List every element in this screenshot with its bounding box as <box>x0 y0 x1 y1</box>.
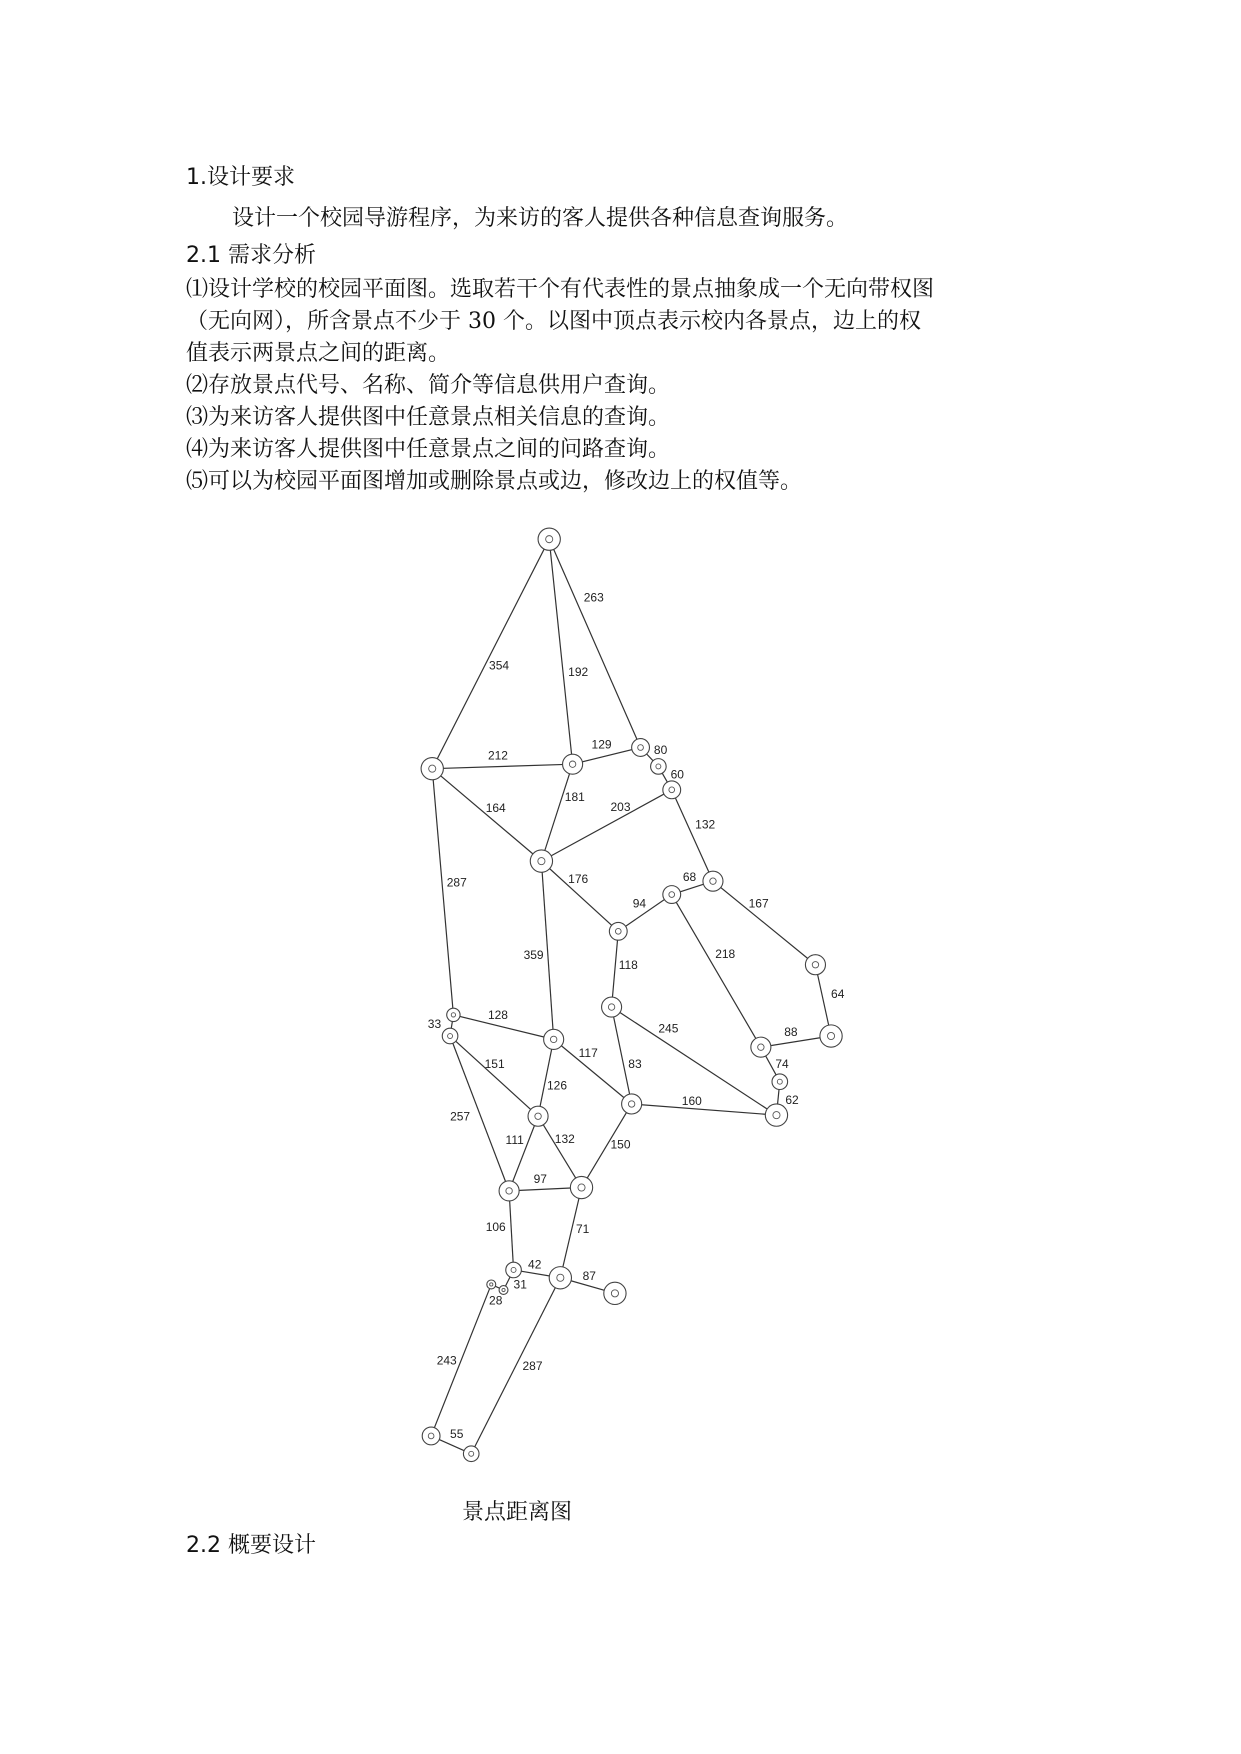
graph-node <box>563 754 583 774</box>
edge-weight-label: 164 <box>485 800 506 815</box>
graph-node <box>570 1176 592 1198</box>
requirement-2: ⑵存放景点代号、名称、简介等信息供用户查询。 <box>186 373 671 398</box>
edge-weight-label: 71 <box>575 1222 590 1237</box>
requirement-1-line-2: （无向网），所含景点不少于 30 个。以图中顶点表示校内各景点，边上的权 <box>186 309 921 334</box>
graph-node <box>463 1446 479 1462</box>
edge-weight-label: 151 <box>484 1057 505 1072</box>
edge-weight-label: 106 <box>485 1219 506 1234</box>
edge-weight-label: 97 <box>533 1171 547 1186</box>
edge-weight-label: 55 <box>450 1427 464 1442</box>
edge-weight-label: 129 <box>591 737 612 752</box>
edge-weight-label: 243 <box>436 1353 457 1368</box>
graph-edge <box>471 1278 560 1454</box>
heading-design-requirements: 1.设计要求 <box>186 165 295 190</box>
edge-weight-label: 212 <box>487 748 508 763</box>
edge-weight-label: 74 <box>775 1057 789 1072</box>
edge-weight-label: 28 <box>489 1293 503 1308</box>
edge-weight-label: 150 <box>610 1137 631 1152</box>
graph-node <box>506 1262 522 1278</box>
heading-requirement-analysis: 2.1 需求分析 <box>186 243 316 268</box>
graph-edge <box>632 1104 777 1115</box>
graph-node <box>805 955 825 975</box>
graph-edge-labels <box>428 590 845 1441</box>
graph-node <box>442 1028 458 1044</box>
graph-node <box>622 1094 642 1114</box>
edge-weight-label: 80 <box>653 743 668 758</box>
edge-weight-label: 359 <box>523 947 544 962</box>
requirement-1-line-1: ⑴设计学校的校园平面图。选取若干个有代表性的景点抽象成一个无向带权图 <box>186 277 935 302</box>
edge-weight-label: 203 <box>610 799 631 814</box>
graph-node <box>703 871 723 891</box>
graph-node <box>422 1427 440 1445</box>
graph-node <box>751 1037 771 1057</box>
graph-node <box>549 1267 571 1289</box>
edge-weight-label: 60 <box>670 767 684 782</box>
graph-edge <box>549 539 572 764</box>
graph-edge <box>672 790 716 881</box>
graph-node <box>602 997 622 1017</box>
edge-weight-label: 132 <box>695 817 716 832</box>
edge-weight-label: 132 <box>554 1131 575 1146</box>
edge-weight-label: 263 <box>583 590 604 605</box>
graph-node <box>765 1104 787 1126</box>
graph-node <box>820 1025 842 1047</box>
edge-weight-label: 354 <box>489 658 510 673</box>
graph-edge <box>450 1036 538 1116</box>
edge-weight-label: 167 <box>748 896 769 911</box>
edge-weight-label: 62 <box>785 1092 799 1107</box>
graph-node <box>530 850 552 872</box>
graph-node <box>499 1181 519 1201</box>
graph-node <box>421 758 443 780</box>
edge-weight-label: 160 <box>681 1093 702 1108</box>
edge-weight-label: 245 <box>658 1021 679 1036</box>
edge-weight-label: 192 <box>568 665 589 680</box>
graph-edge <box>672 895 761 1048</box>
edge-weight-label: 87 <box>582 1268 596 1283</box>
graph-edge <box>432 539 549 768</box>
graph-edge <box>432 764 572 768</box>
graph-node <box>609 922 627 940</box>
edge-weight-label: 287 <box>522 1359 543 1374</box>
graph-node <box>651 759 667 775</box>
edge-weight-label: 33 <box>427 1017 442 1032</box>
heading-outline-design: 2.2 概要设计 <box>186 1533 316 1558</box>
edge-weight-label: 94 <box>632 896 647 911</box>
edge-weight-label: 68 <box>682 870 697 885</box>
graph-node <box>487 1280 496 1289</box>
graph-edges <box>431 539 831 1454</box>
graph-node <box>604 1282 626 1304</box>
edge-weight-label: 64 <box>831 986 845 1001</box>
requirement-5: ⑸可以为校园平面图增加或删除景点或边，修改边上的权值等。 <box>186 469 803 494</box>
edge-weight-label: 287 <box>446 875 467 890</box>
graph-node <box>544 1029 564 1049</box>
edge-weight-label: 83 <box>628 1057 642 1072</box>
edge-weight-label: 126 <box>546 1078 568 1093</box>
figure-caption: 景点距离图 <box>462 1500 573 1525</box>
edge-weight-label: 111 <box>505 1132 524 1147</box>
edge-weight-label: 257 <box>450 1109 471 1124</box>
intro-paragraph: 设计一个校园导游程序，为来访的客人提供各种信息查询服务。 <box>232 206 849 231</box>
graph-node <box>663 781 681 799</box>
graph-node <box>772 1074 788 1090</box>
graph-node <box>538 528 560 550</box>
edge-weight-label: 118 <box>618 958 638 973</box>
graph-node <box>663 886 681 904</box>
graph-edge <box>612 931 619 1007</box>
graph-edge <box>509 1191 513 1270</box>
graph-node <box>528 1106 548 1126</box>
requirement-4: ⑷为来访客人提供图中任意景点之间的问路查询。 <box>186 437 671 462</box>
graph-nodes <box>421 528 842 1462</box>
edge-weight-label: 88 <box>784 1024 798 1039</box>
graph-node <box>447 1008 460 1021</box>
edge-weight-label: 42 <box>528 1257 542 1272</box>
graph-node <box>632 739 650 757</box>
edge-weight-label: 117 <box>578 1046 598 1061</box>
edge-weight-label: 31 <box>513 1277 527 1292</box>
requirement-3: ⑶为来访客人提供图中任意景点相关信息的查询。 <box>186 405 671 430</box>
edge-weight-label: 176 <box>568 872 589 887</box>
requirement-1-line-3: 值表示两景点之间的距离。 <box>186 341 451 366</box>
edge-weight-label: 218 <box>715 946 736 961</box>
graph-edge <box>549 539 640 747</box>
graph-edge <box>432 769 453 1015</box>
edge-weight-label: 128 <box>487 1008 508 1023</box>
edge-weight-label: 181 <box>564 789 585 804</box>
